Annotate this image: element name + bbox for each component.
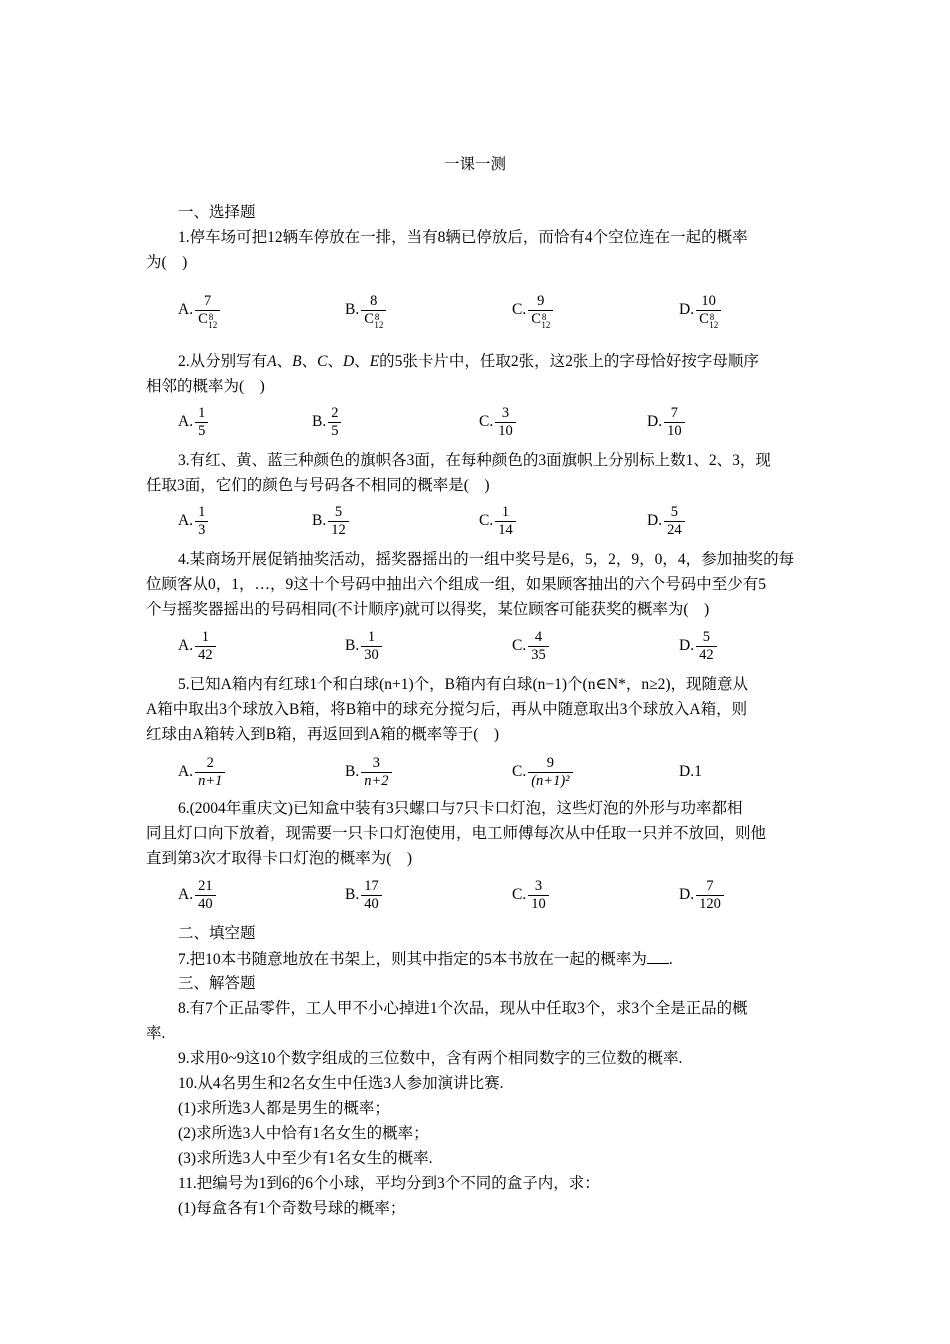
- q6-options: [178, 875, 858, 915]
- q4-text-line1: 4.某商场开展促销抽奖活动，摇奖器摇出的一组中奖号是6，5，2，9，0，4，参加抽奖的每: [178, 551, 795, 568]
- q6-option-c[interactable]: C. $\frac{3}{10}$: [512, 875, 549, 915]
- q4-option-a[interactable]: A. $\frac{1}{42}$: [178, 626, 216, 666]
- q4-option-d[interactable]: D. $\frac{5}{42}$: [679, 626, 717, 666]
- q2-text-line1: 2.从分别写有A、B、C、D、E的5张卡片中，任取2张，这2张上的字母恰好按字母顺序: [178, 353, 759, 370]
- q1-option-d[interactable]: D. 10 C $^8$ $_{12}$: [679, 290, 721, 330]
- q5-option-d[interactable]: D.1: [679, 763, 702, 780]
- q3-options: [178, 501, 858, 541]
- q5-options: [178, 752, 858, 792]
- q2-options: [178, 402, 858, 442]
- q6-option-b[interactable]: B. $\frac{17}{40}$: [345, 875, 382, 915]
- q6-text-line2: 同且灯口向下放着，现需要一只卡口灯泡使用，电工师傅每次从中任取一只并不放回，则他: [146, 825, 767, 842]
- q8-text-line1: 8.有7个正品零件，工人甲不小心掉进1个次品，现从中任取3个，求3个全是正品的概: [178, 1000, 748, 1017]
- q3-text-line2: 任取3面，它们的颜色与号码各不相同的概率是( ): [146, 477, 490, 494]
- q5-text-line3: 红球由A箱转入到B箱，再返回到A箱的概率等于( ): [146, 726, 500, 743]
- q3-option-b[interactable]: B. $\frac{5}{12}$: [312, 501, 349, 541]
- q9-text: 9.求用0~9这10个数字组成的三位数中，含有两个相同数字的三位数的概率.: [178, 1050, 683, 1067]
- section-heading-fill: 二、填空题: [178, 925, 256, 942]
- q6-option-a[interactable]: A. $\frac{21}{40}$: [178, 875, 216, 915]
- q5-text-line2: A箱中取出3个球放入B箱，将B箱中的球充分搅匀后，再从中随意取出3个球放入A箱，则: [146, 701, 748, 718]
- q6-text-line1: 6.(2004年重庆文)已知盒中装有3只螺口与7只卡口灯泡，这些灯泡的外形与功率都相: [178, 800, 743, 817]
- q3-option-c[interactable]: C. $\frac{1}{14}$: [479, 501, 516, 541]
- q4-options: [178, 626, 858, 666]
- q1-text-line2: 为( ): [146, 254, 188, 271]
- q1-option-a[interactable]: A. 7 C $^8$ $_{12}$: [178, 290, 220, 330]
- q7-answer-blank[interactable]: [647, 949, 669, 964]
- q5-option-b[interactable]: B. $\frac{3}{n+2}$: [345, 752, 392, 792]
- q5-text-line1: 5.已知A箱内有红球1个和白球(n+1)个，B箱内有白球(n−1)个(n∈N*，n≥2)，现随意从: [178, 676, 749, 693]
- q10-text: 10.从4名男生和2名女生中任选3人参加演讲比赛.: [178, 1075, 504, 1092]
- q3-option-d[interactable]: D. $\frac{5}{24}$: [647, 501, 685, 541]
- page-title: 一课一测: [443, 156, 506, 173]
- q10-part2: (2)求所选3人中恰有1名女生的概率；: [178, 1125, 429, 1142]
- q11-part1: (1)每盒各有1个奇数号球的概率；: [178, 1200, 406, 1217]
- q4-option-c[interactable]: C. $\frac{4}{35}$: [512, 626, 549, 666]
- q6-option-d[interactable]: D. $\frac{7}{120}$: [679, 875, 724, 915]
- q3-text-line1: 3.有红、黄、蓝三种颜色的旗帜各3面，在每种颜色的3面旗帜上分别标上数1、2、3，现: [178, 452, 771, 469]
- q2-option-c[interactable]: C. $\frac{3}{10}$: [479, 402, 516, 442]
- q4-text-line2: 位顾客从0，1，…，9这十个号码中抽出六个组成一组，如果顾客抽出的六个号码中至少有5: [146, 576, 767, 593]
- section-heading-solve: 三、解答题: [178, 975, 256, 992]
- q2-option-b[interactable]: B. $\frac{2}{5}$: [312, 402, 341, 442]
- q7-text: 7.把10本书随意地放在书架上，则其中指定的5本书放在一起的概率为 .: [178, 951, 673, 968]
- q8-text-line2: 率.: [146, 1025, 166, 1042]
- q1-options: [178, 290, 858, 330]
- q10-part1: (1)求所选3人都是男生的概率；: [178, 1100, 390, 1117]
- section-heading-choice: 一、选择题: [178, 204, 256, 221]
- q2-option-d[interactable]: D. $\frac{7}{10}$: [647, 402, 685, 442]
- q4-option-b[interactable]: B. $\frac{1}{30}$: [345, 626, 382, 666]
- q1-option-c[interactable]: C. 9 C $^8$ $_{12}$: [512, 290, 553, 330]
- q3-option-a[interactable]: A. $\frac{1}{3}$: [178, 501, 208, 541]
- q5-option-a[interactable]: A. $\frac{2}{n+1}$: [178, 752, 225, 792]
- q4-text-line3: 个与摇奖器摇出的号码相同(不计顺序)就可以得奖，某位顾客可能获奖的概率为( ): [146, 601, 710, 618]
- q10-part3: (3)求所选3人中至少有1名女生的概率.: [178, 1150, 433, 1167]
- q1-text-line1: 1.停车场可把12辆车停放在一排，当有8辆已停放后，而恰有4个空位连在一起的概率: [178, 229, 748, 246]
- q2-option-a[interactable]: A. $\frac{1}{5}$: [178, 402, 208, 442]
- q5-option-c[interactable]: C. $\frac{9}{\text{(n+1)²}}$: [512, 752, 573, 792]
- q6-text-line3: 直到第3次才取得卡口灯泡的概率为( ): [146, 850, 413, 867]
- q2-text-line2: 相邻的概率为( ): [146, 378, 265, 395]
- q1-option-b[interactable]: B. 8 C $^8$ $_{12}$: [345, 290, 386, 330]
- q11-text: 11.把编号为1到6的6个小球，平均分到3个不同的盒子内，求：: [178, 1175, 600, 1192]
